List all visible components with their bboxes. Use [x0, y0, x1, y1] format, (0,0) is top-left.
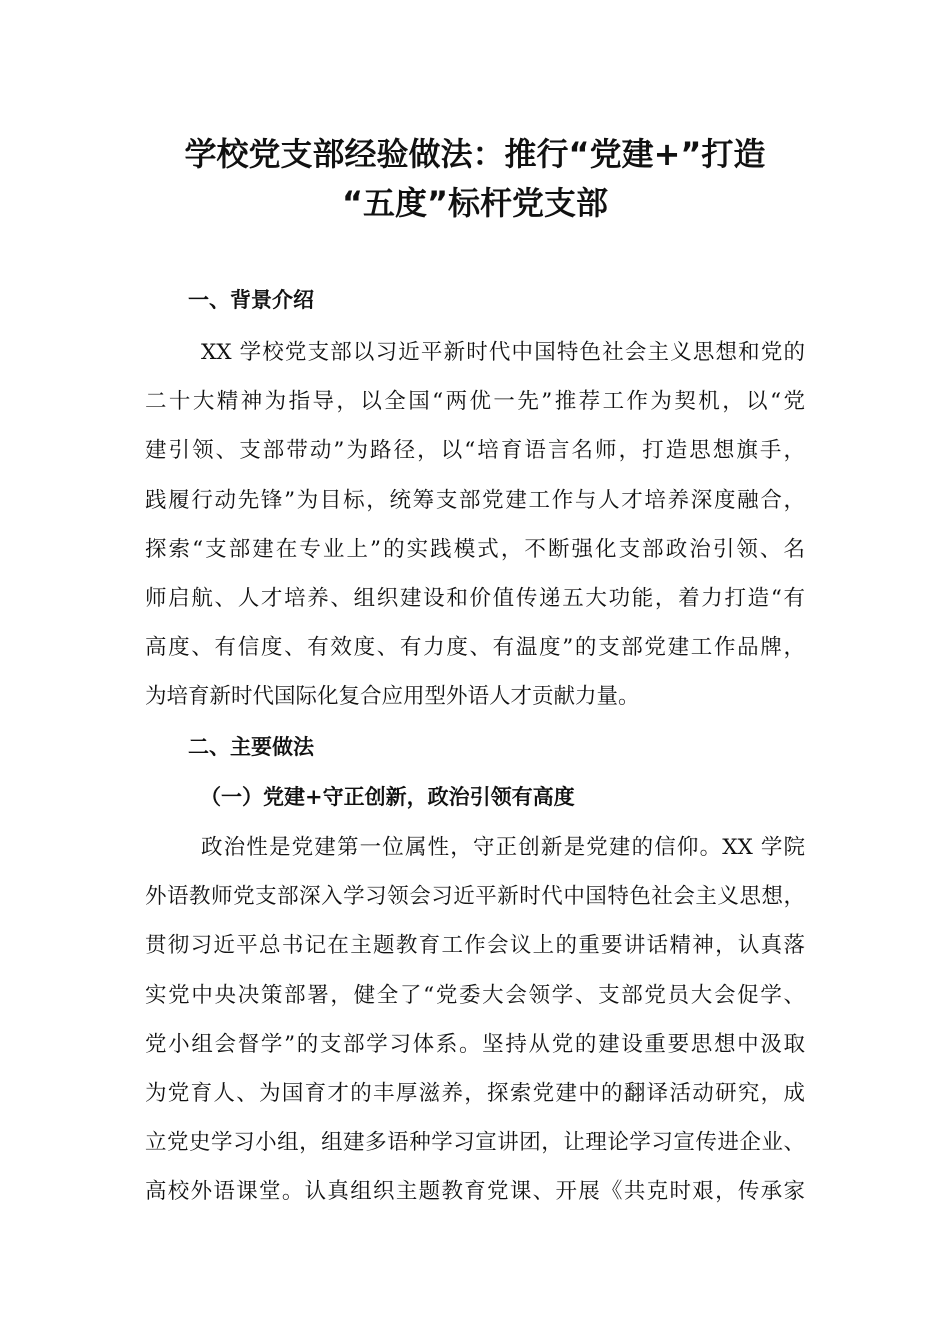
paragraph-line: 建引领、支部带动”为路径，以“培育语言名师，打造思想旗手， — [145, 438, 805, 464]
document-title-line-2: “五度”标杆党支部 — [341, 184, 609, 222]
paragraph-line: 高校外语课堂。认真组织主题教育党课、开展《共克时艰，传承家 — [145, 1179, 805, 1205]
paragraph-line: 为党育人、为国育才的丰厚滋养，探索党建中的翻译活动研究，成 — [145, 1081, 805, 1107]
paragraph-line: 外语教师党支部深入学习领会习近平新时代中国特色社会主义思想， — [145, 884, 805, 910]
paragraph-line: 二十大精神为指导，以全国“两优一先”推荐工作为契机，以“党 — [145, 389, 805, 415]
section-heading-main-practices: 二、主要做法 — [188, 734, 314, 759]
paragraph-line: 为培育新时代国际化复合应用型外语人才贡献力量。 — [145, 684, 640, 710]
document-title-line-1: 学校党支部经验做法：推行“党建+”打造 — [184, 135, 766, 173]
paragraph-line: 党小组会督学”的支部学习体系。坚持从党的建设重要思想中汲取 — [145, 1031, 805, 1057]
paragraph-line: 贯彻习近平总书记在主题教育工作会议上的重要讲话精神，认真落 — [145, 933, 805, 959]
paragraph-line: 高度、有信度、有效度、有力度、有温度”的支部党建工作品牌， — [145, 635, 805, 661]
paragraph-line: 探索“支部建在专业上”的实践模式，不断强化支部政治引领、名 — [145, 536, 805, 562]
section-heading-background: 一、背景介绍 — [188, 287, 314, 312]
paragraph-line: 实党中央决策部署，健全了“党委大会领学、支部党员大会促学、 — [145, 982, 805, 1008]
paragraph-line: 师启航、人才培养、组织建设和价值传递五大功能，着力打造“有 — [145, 586, 805, 612]
subsection-heading-political-leadership: （一）党建+守正创新，政治引领有高度 — [200, 784, 575, 809]
paragraph-line: XX 学校党支部以习近平新时代中国特色社会主义思想和党的 — [201, 340, 805, 365]
paragraph-background — [145, 328, 805, 722]
paragraph-line: 立党史学习小组，组建多语种学习宣讲团，让理论学习宣传进企业、 — [145, 1130, 805, 1156]
paragraph-line: 政治性是党建第一位属性，守正创新是党建的信仰。XX 学院 — [201, 835, 805, 860]
paragraph-line: 践履行动先锋”为目标，统筹支部党建工作与人才培养深度融合， — [145, 487, 805, 513]
paragraph-political-leadership — [145, 823, 805, 1217]
